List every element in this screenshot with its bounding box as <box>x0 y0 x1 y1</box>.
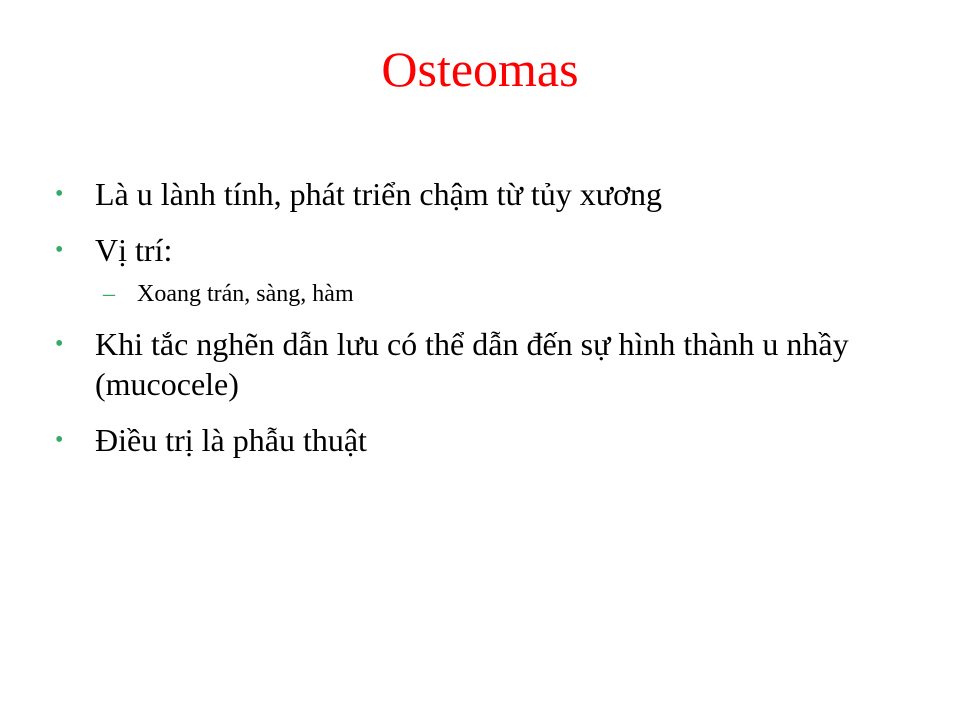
sub-bullet-item <box>55 278 925 310</box>
bullet-dot-icon: • <box>55 181 64 207</box>
dash-icon: – <box>103 281 115 307</box>
bullet-item-2 <box>55 230 925 270</box>
bullet-text: Khi tắc nghẽn dẫn lưu có thể dẫn đến sự hình thành u nhầy (mucocele) <box>95 326 849 402</box>
bullet-dot-icon: • <box>55 331 64 357</box>
bullet-item-4 <box>55 420 925 460</box>
bullet-text: Điều trị là phẫu thuật <box>95 422 367 458</box>
bullet-list <box>55 174 925 476</box>
bullet-dot-icon: • <box>55 427 64 453</box>
bullet-text: Vị trí: <box>95 232 173 268</box>
bullet-item-1 <box>55 174 925 214</box>
bullet-item-3 <box>55 324 925 404</box>
sub-bullet-text: Xoang trán, sàng, hàm <box>137 281 354 307</box>
bullet-dot-icon: • <box>55 237 64 263</box>
slide-title: Osteomas <box>381 41 579 97</box>
bullet-text: Là u lành tính, phát triển chậm từ tủy xương <box>95 176 663 212</box>
